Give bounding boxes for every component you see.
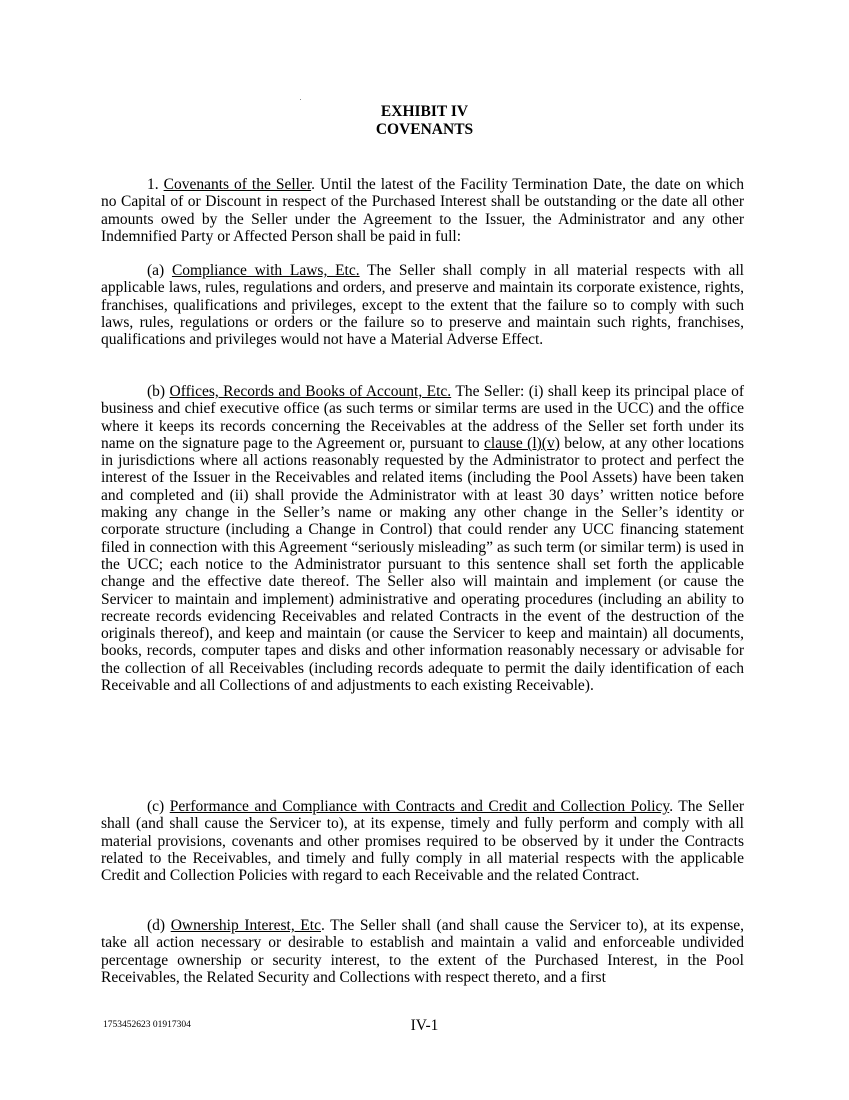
item-c-text: . The Seller shall (and shall cause the Servicer to), at its expense, timely and fully perform and comply with all material provisions, covenants and other promises required to be observed by it under the Contracts related to the Receivables, and timely and fully comply in all material respects with the applicable Credit and Collection Policies with regard to each Receivable and the related Contract. [101, 798, 745, 885]
footer-document-id: 1753452623 01917304 [103, 1020, 191, 1030]
item-d-label: (d) [147, 917, 166, 934]
item-d-heading: Ownership Interest, Etc [170, 917, 321, 934]
item-b-heading: Offices, Records and Books of Account, Etc. [169, 383, 452, 400]
section-1-number: 1. [147, 176, 159, 193]
exhibit-title: COVENANTS [375, 121, 474, 138]
item-b-label: (b) [147, 383, 166, 400]
item-d-paragraph [101, 917, 744, 986]
section-1-text: . Until the latest of the Facility Termination Date, the date on which no Capital of or Discount in respect of the Purchased Interest shall be outstanding or the date all other amounts owed by the Seller under the Agreement to the Issuer, the Administrator and any other Indemnified Party or Affected Person shall be paid in full: [101, 176, 744, 245]
exhibit-heading: EXHIBIT IV [380, 103, 469, 120]
item-a-text: The Seller shall comply in all material respects with all applicable laws, rules, regulations and orders, and preserve and maintain its corporate existence, rights, franchises, qualifications and privileges, except to the extent that the failure so to comply with such laws, rules, regulations or orders or the failure so to preserve and maintain such rights, franchises, qualifications and privileges would not have a Material Adverse Effect. [101, 262, 744, 349]
item-c-paragraph [101, 798, 744, 884]
item-a-label: (a) [147, 262, 165, 279]
item-a-paragraph [101, 262, 744, 348]
item-d-text: . The Seller shall (and shall cause the Servicer to), at its expense, take all action necessary or desirable to establish and maintain a valid and enforceable undivided percentage ownership or security interest, to the extent of the Purchased Interest, in the Pool Receivables, the Related Security and Collections with respect thereto, and a first [101, 917, 745, 986]
item-b-clause-reference: clause (l)(v) [484, 434, 560, 452]
item-b-paragraph [101, 383, 744, 694]
item-b-text-2: below, at any other locations in jurisdictions where all actions reasonably requested by the Administrator to protect and perfect the interest of the Issuer in the Receivables and related items (including the Pool Assets) have been taken and completed and (ii) shall provide the Administrator with at least 30 days’ written notice before making any change in the Seller’s name or making any other change in the Seller’s identity or corporate structure (including a Change in Control) that could render any UCC financing statement filed in connection with this Agreement “seriously misleading” as such term (or similar term) is used in the UCC; each notice to the Administrator pursuant to this sentence shall set forth the applicable change and the effective date thereof. The Seller also will maintain and implement (or cause the Servicer to maintain and implement) administrative and operating procedures (including an ability to recreate records evidencing Receivables and related Contracts in the event of the destruction of the originals thereof), and keep and maintain (or cause the Servicer to keep and maintain) all documents, books, records, computer tapes and disks and other information reasonably necessary or advisable for the collection of all Receivables (including records adequate to permit the daily identification of each Receivable and all Collections of and adjustments to each existing Receivable). [101, 434, 744, 695]
item-b-text-1: The Seller: (i) shall keep its principal place of business and chief executive office (as such terms or similar terms are used in the UCC) and the office where it keeps its records concerning the Receivables at the address of the Seller set forth under its name on the signature page to the Agreement or, pursuant to [101, 383, 744, 452]
item-a-heading: Compliance with Laws, Etc. [171, 262, 360, 279]
item-c-label: (c) [147, 798, 165, 815]
scan-speck [300, 99, 301, 100]
item-c-heading: Performance and Compliance with Contracts and Credit and Collection Policy [169, 798, 670, 815]
section-1-heading: Covenants of the Seller [163, 176, 312, 193]
footer-page-number: IV-1 [410, 1017, 439, 1034]
section-1-paragraph [101, 176, 744, 245]
